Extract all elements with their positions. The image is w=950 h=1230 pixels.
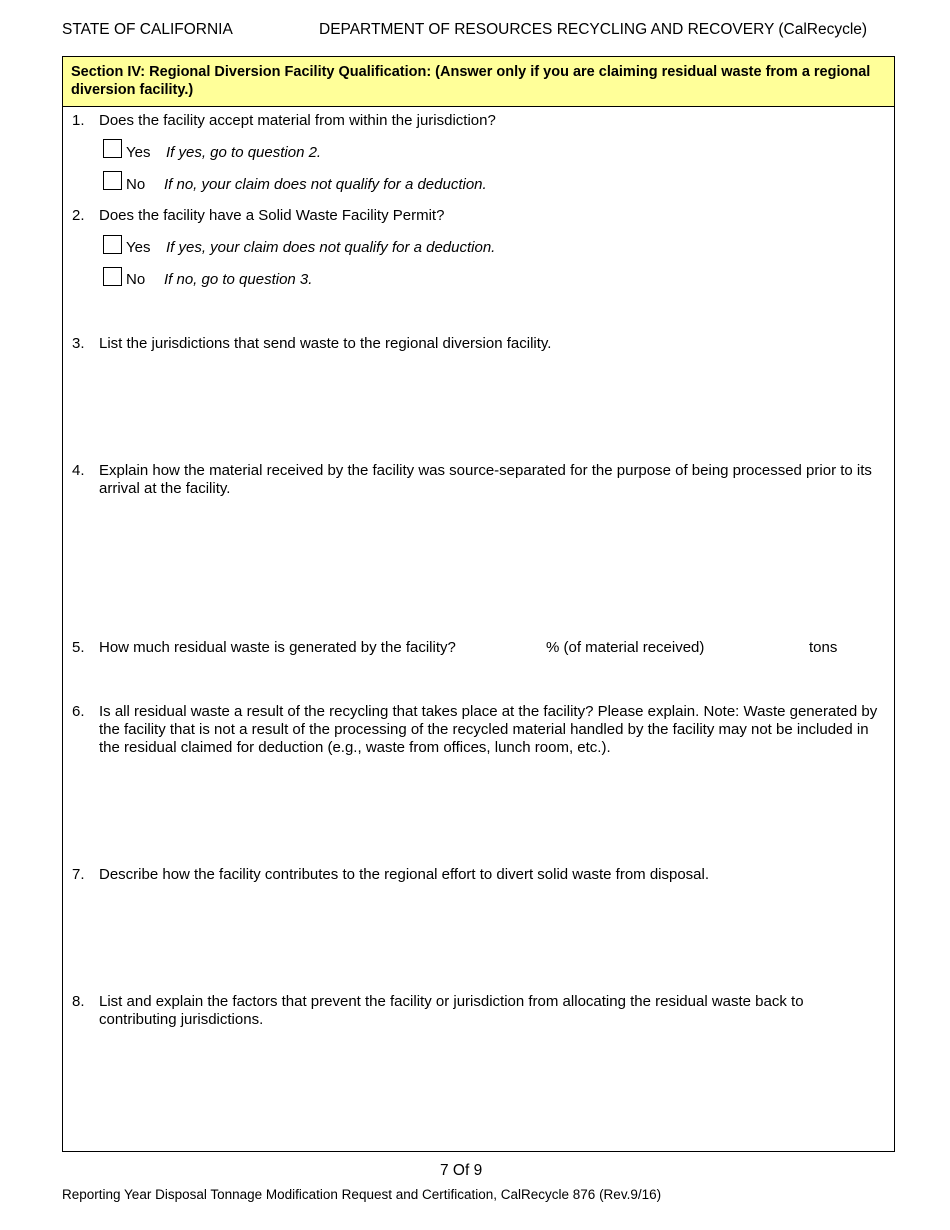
q4-text: Explain how the material received by the facility was source-separated for the purpose of being processed prior to its arrival at the facility. xyxy=(99,462,872,497)
q2-no-note: If no, go to question 3. xyxy=(164,271,313,288)
q7-number: 7. xyxy=(72,866,85,883)
q1-number: 1. xyxy=(72,112,85,129)
header-state-label: STATE OF CALIFORNIA xyxy=(62,21,233,38)
q5-percent-label: % (of material received) xyxy=(546,639,705,656)
q1-yes-label: Yes xyxy=(126,144,151,161)
q2-number: 2. xyxy=(72,207,85,224)
q2-text: Does the facility have a Solid Waste Facility Permit? xyxy=(99,207,445,224)
q5-tons-label: tons xyxy=(809,639,838,656)
q1-no-label: No xyxy=(126,176,146,193)
q4-number: 4. xyxy=(72,462,85,479)
header-department-label: DEPARTMENT OF RESOURCES RECYCLING AND RECOVERY (CalRecycle) xyxy=(319,21,868,38)
q5-text: How much residual waste is generated by the facility? xyxy=(99,639,456,656)
q6-number: 6. xyxy=(72,703,85,720)
q1-no-note: If no, your claim does not qualify for a deduction. xyxy=(164,176,487,193)
page-number: 7 Of 9 xyxy=(440,1162,483,1179)
q5-number: 5. xyxy=(72,639,85,656)
footer-form-name: Reporting Year Disposal Tonnage Modification Request and Certification, CalRecycle 876 (Rev.9/16) xyxy=(62,1187,662,1202)
q8-number: 8. xyxy=(72,993,85,1010)
q8-text: List and explain the factors that prevent the facility or jurisdiction from allocating the residual waste back to contributing jurisdictions. xyxy=(99,993,804,1028)
q1-no-checkbox[interactable] xyxy=(103,171,122,190)
section-title: Section IV: Regional Diversion Facility Qualification: (Answer only if you are claiming residual waste from a regional diversion facility.) xyxy=(71,64,871,98)
q2-yes-checkbox[interactable] xyxy=(103,235,122,254)
q1-yes-checkbox[interactable] xyxy=(103,139,122,158)
q2-no-checkbox[interactable] xyxy=(103,267,122,286)
q1-yes-note: If yes, go to question 2. xyxy=(166,144,322,161)
section-header-band xyxy=(63,57,894,107)
q2-no-label: No xyxy=(126,271,146,288)
q2-yes-label: Yes xyxy=(126,239,151,256)
form-section-box xyxy=(62,56,895,1152)
q7-text: Describe how the facility contributes to the regional effort to divert solid waste from disposal. xyxy=(99,866,710,883)
q6-text: Is all residual waste a result of the recycling that takes place at the facility? Please explain. Note: Waste generated by the facility that is not a result of the processing of the recycled material handled by the facility may not be included in the residual claimed for deduction (e.g., waste from offices, lunch room, etc.). xyxy=(99,703,878,756)
q3-number: 3. xyxy=(72,335,85,352)
q1-text: Does the facility accept material from within the jurisdiction? xyxy=(99,112,496,129)
q2-yes-note: If yes, your claim does not qualify for a deduction. xyxy=(166,239,496,256)
q3-text: List the jurisdictions that send waste to the regional diversion facility. xyxy=(99,335,552,352)
